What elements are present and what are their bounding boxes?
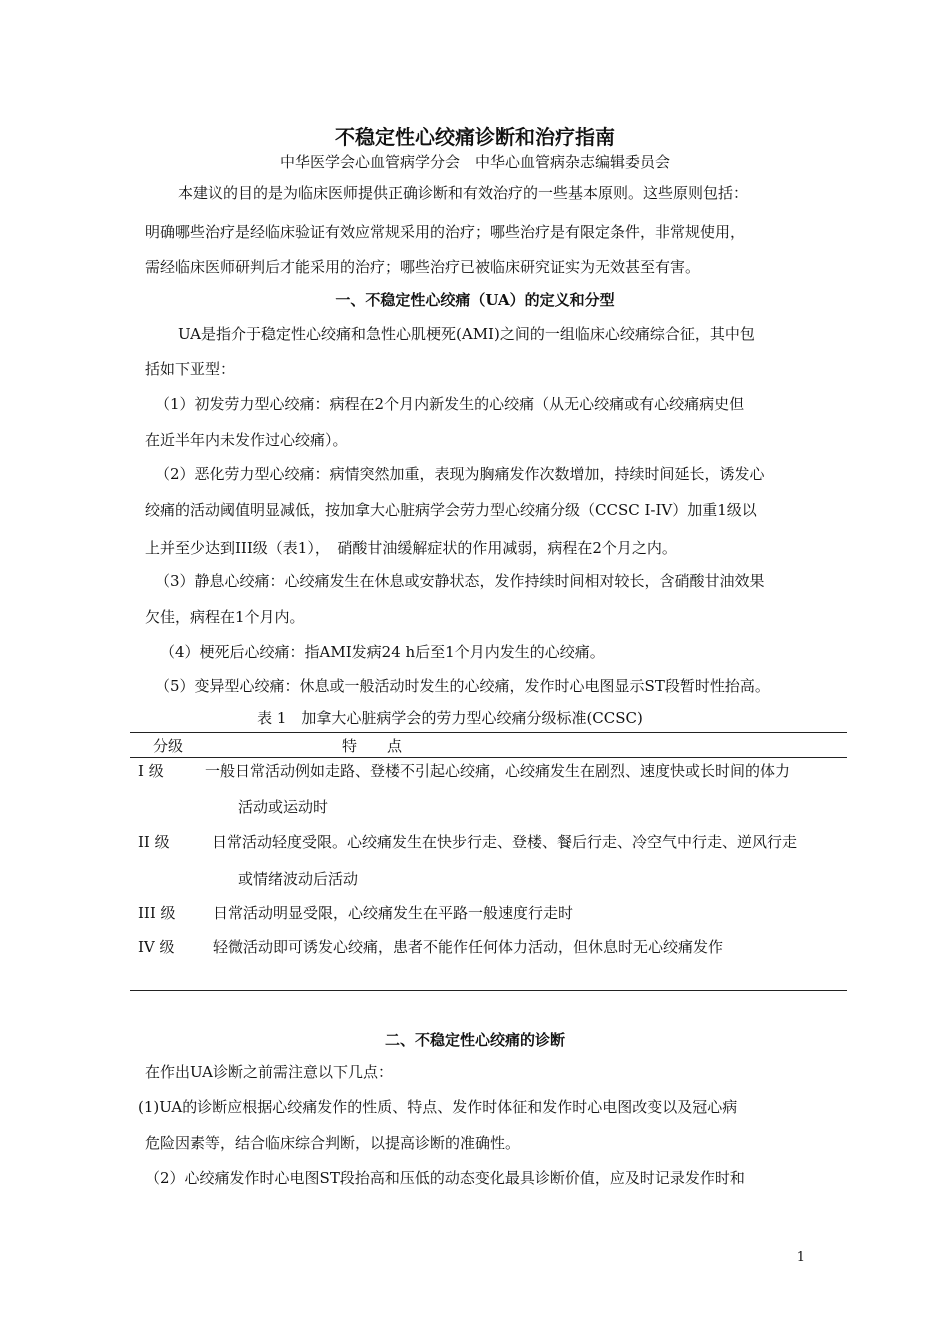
paragraph-line: （4）梗死后心绞痛：指AMI发病24 h后至1个月内发生的心绞痛。 — [160, 643, 605, 661]
table-cell-desc: 日常活动明显受限，心绞痛发生在平路一般速度行走时 — [213, 904, 574, 922]
paragraph-line: 在作出UA诊断之前需注意以下几点： — [145, 1063, 394, 1081]
table-header-grade: 分级 — [153, 737, 184, 755]
intro-line: 需经临床医师研判后才能采用的治疗；哪些治疗已被临床研究证实为无效甚至有害。 — [145, 258, 701, 276]
paragraph-line: （3）静息心绞痛：心绞痛发生在休息或安静状态，发作持续时间相对较长，含硝酸甘油效果 — [155, 572, 765, 590]
paragraph-line: 在近半年内未发作过心绞痛）。 — [145, 431, 348, 449]
table-cell-grade: I 级 — [138, 762, 164, 780]
table-cell-desc-cont: 或情绪波动后活动 — [238, 870, 359, 888]
table-caption: 表 1 加拿大心脏病学会的劳力型心绞痛分级标准(CCSC) — [257, 709, 643, 727]
section-heading: 一、不稳定性心绞痛（UA）的定义和分型 — [335, 291, 615, 309]
table-header-rule — [130, 757, 847, 758]
document-subtitle: 中华医学会心血管病学分会 中华心血管病杂志编辑委员会 — [279, 153, 670, 171]
table-bottom-rule — [130, 990, 847, 991]
paragraph-line: （2）心绞痛发作时心电图ST段抬高和压低的动态变化最具诊断价值，应及时记录发作时和 — [145, 1169, 745, 1187]
paragraph-line: （2）恶化劳力型心绞痛：病情突然加重，表现为胸痛发作次数增加，持续时间延长，诱发心 — [155, 465, 765, 483]
table-cell-desc-cont: 活动或运动时 — [238, 798, 329, 816]
document-title: 不稳定性心绞痛诊断和治疗指南 — [335, 125, 615, 149]
table-cell-desc: 一般日常活动例如走路、登楼不引起心绞痛，心绞痛发生在剧烈、速度快或长时间的体力 — [205, 762, 791, 780]
intro-line: 本建议的目的是为临床医师提供正确诊断和有效治疗的一些基本原则。这些原则包括： — [178, 184, 749, 202]
intro-line: 明确哪些治疗是经临床验证有效应常规采用的治疗；哪些治疗是有限定条件，非常规使用， — [145, 223, 746, 241]
paragraph-line: 上并至少达到III级（表1）， 硝酸甘油缓解症状的作用减弱，病程在2个月之内。 — [145, 539, 677, 557]
paragraph-line: UA是指介于稳定性心绞痛和急性心肌梗死(AMI)之间的一组临床心绞痛综合征，其中包 — [178, 325, 755, 343]
table-header-features: 特 点 — [342, 737, 403, 755]
table-cell-grade: II 级 — [138, 833, 170, 851]
table-cell-desc: 日常活动轻度受限。心绞痛发生在快步行走、登楼、餐后行走、冷空气中行走、逆风行走 — [212, 833, 798, 851]
paragraph-line: 括如下亚型： — [145, 360, 236, 378]
table-cell-desc: 轻微活动即可诱发心绞痛，患者不能作任何体力活动，但休息时无心绞痛发作 — [213, 938, 724, 956]
paragraph-line: 绞痛的活动阈值明显减低，按加拿大心脏病学会劳力型心绞痛分级（CCSC I-IV）加重1级以 — [145, 501, 757, 519]
table-cell-grade: IV 级 — [138, 938, 175, 956]
page-number: 1 — [796, 1250, 805, 1265]
paragraph-line: 欠佳，病程在1个月内。 — [145, 608, 305, 626]
table-cell-grade: III 级 — [138, 904, 176, 922]
paragraph-line: （1）初发劳力型心绞痛：病程在2个月内新发生的心绞痛（从无心绞痛或有心绞痛病史但 — [155, 395, 745, 413]
paragraph-line: （5）变异型心绞痛：休息或一般活动时发生的心绞痛，发作时心电图显示ST段暂时性抬高。 — [155, 677, 770, 695]
paragraph-line: 危险因素等，结合临床综合判断，以提高诊断的准确性。 — [145, 1134, 521, 1152]
section-heading: 二、不稳定性心绞痛的诊断 — [384, 1031, 565, 1049]
table-top-rule — [130, 732, 847, 733]
paragraph-line: (1)UA的诊断应根据心绞痛发作的性质、特点、发作时体征和发作时心电图改变以及冠心病 — [138, 1098, 738, 1116]
